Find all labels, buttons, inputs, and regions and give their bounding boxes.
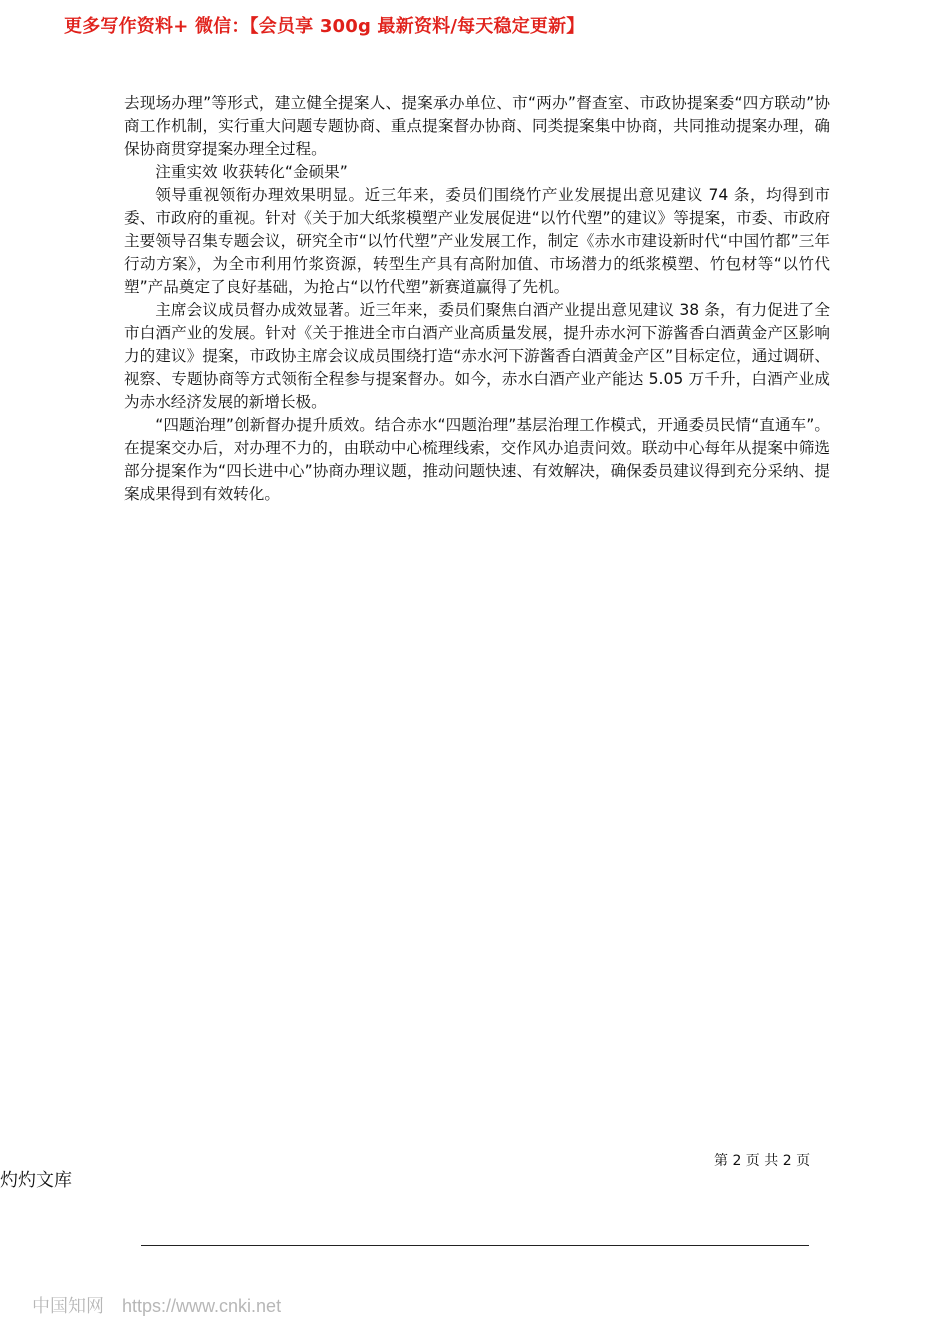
footer-divider [141, 1245, 809, 1246]
page-number: 第 2 页 共 2 页 [714, 1153, 811, 1169]
watermark-brand: 中国知网 [32, 1296, 104, 1316]
paragraph-liquor-industry: 主席会议成员督办成效显著。近三年来，委员们聚焦白酒产业提出意见建议 38 条，有力促进了全市白酒产业的发展。针对《关于推进全市白酒产业高质量发展，提升赤水河下游酱香白酒黄金产区影响力的建议》提案，市政协主席会议成员围绕打造“赤水河下游酱香白酒黄金产区”目标定位，通过调研、视察、专题协商等方式领衔全程参与提案督办。如今，赤水白酒产业产能达 5.05 万千升，白酒产业成为赤水经济发展的新增长极。 [124, 301, 830, 411]
library-name: 灼灼文库 [0, 1170, 72, 1191]
promo-banner: 更多写作资料+ 微信：【会员享 300g 最新资料/每天稳定更新】 [64, 16, 585, 37]
section-heading: 注重实效 收获转化“金硕果” [155, 163, 348, 181]
watermark [32, 1294, 281, 1318]
paragraph-bamboo-industry: 领导重视领衔办理效果明显。近三年来，委员们围绕竹产业发展提出意见建议 74 条，均得到市委、市政府的重视。针对《关于加大纸浆模塑产业发展促进“以竹代塑”的建议》等提案，市委、市政府主要领导召集专题会议，研究全市“以竹代塑”产业发展工作，制定《赤水市建设新时代“中国竹都”三年行动方案》，为全市利用竹浆资源，转型生产具有高附加值、市场潜力的纸浆模塑、竹包材等“以竹代塑”产品奠定了良好基础，为抢占“以竹代塑”新赛道赢得了先机。 [124, 186, 830, 296]
document-body [124, 92, 830, 506]
paragraph-four-topics-governance: “四题治理”创新督办提升质效。结合赤水“四题治理”基层治理工作模式，开通委员民情“直通车”。在提案交办后，对办理不力的，由联动中心梳理线索，交作风办追责问效。联动中心每年从提案中筛选部分提案作为“四长进中心”协商办理议题，推动问题快速、有效解决，确保委员建议得到充分采纳、提案成果得到有效转化。 [124, 416, 830, 503]
watermark-url: https://www.cnki.net [122, 1296, 282, 1316]
paragraph-continuation: 去现场办理”等形式，建立健全提案人、提案承办单位、市“两办”督查室、市政协提案委“四方联动”协商工作机制，实行重大问题专题协商、重点提案督办协商、同类提案集中协商，共同推动提案办理，确保协商贯穿提案办理全过程。 [124, 94, 830, 158]
